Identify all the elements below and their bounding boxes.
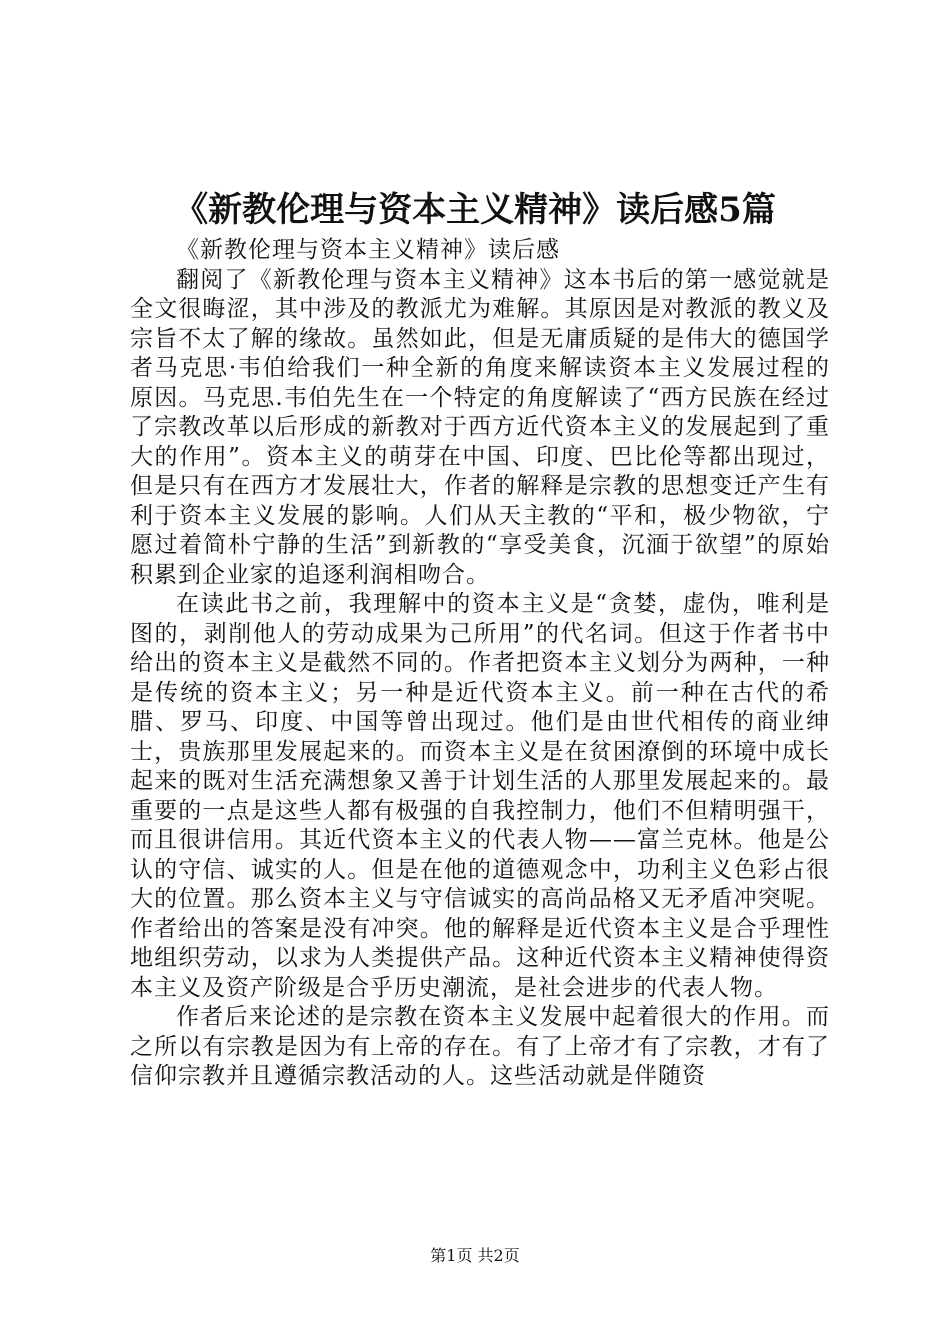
paragraph-2: 在读此书之前，我理解中的资本主义是“贪婪，虚伪，唯利是图的，剥削他人的劳动成果为己所用”的代名词。但这于作者书中给出的资本主义是截然不同的。作者把资本主义划分为两种，一种是传统的资本主义；另一种是近代资本主义。前一种在古代的希腊、罗马、印度、中国等曾出现过。他们是由世代相传的商业绅士，贵族那里发展起来的。而资本主义是在贫困潦倒的环境中成长起来的既对生活充满想象又善于计划生活的人那里发展起来的。最重要的一点是这些人都有极强的自我控制力，他们不但精明强干，而且很讲信用。其近代资本主义的代表人物——富兰克林。他是公认的守信、诚实的人。但是在他的道德观念中，功利主义色彩占很大的位置。那么资本主义与守信诚实的高尚品格又无矛盾冲突呢。作者给出的答案是没有冲突。他的解释是近代资本主义是合乎理性地组织劳动，以求为人类提供产品。这种近代资本主义精神使得资本主义及资产阶级是合乎历史潮流，是社会进步的代表人物。 [130, 591, 830, 1001]
document-body [130, 236, 830, 1092]
document-subtitle: 《新教伦理与资本主义精神》读后感 [176, 237, 560, 263]
page-footer: 第1页 共2页 [430, 1246, 520, 1265]
document-title: 《新教伦理与资本主义精神》读后感5篇 [174, 190, 776, 230]
paragraph-1: 翻阅了《新教伦理与资本主义精神》这本书后的第一感觉就是全文很晦涩，其中涉及的教派尤为难解。其原因是对教派的教义及宗旨不太了解的缘故。虽然如此，但是无庸质疑的是伟大的德国学者马克思·韦伯给我们一种全新的角度来解读资本主义发展过程的原因。马克思.韦伯先生在一个特定的角度解读了“西方民族在经过了宗教改革以后形成的新教对于西方近代资本主义的发展起到了重大的作用”。资本主义的萌芽在中国、印度、巴比伦等都出现过，但是只有在西方才发展壮大，作者的解释是宗教的思想变迁产生有利于资本主义发展的影响。人们从天主教的“平和，极少物欲，宁愿过着简朴宁静的生活”到新教的“享受美食，沉湎于欲望”的原始积累到企业家的追逐利润相吻合。 [130, 266, 830, 588]
paragraph-3: 作者后来论述的是宗教在资本主义发展中起着很大的作用。而之所以有宗教是因为有上帝的存在。有了上帝才有了宗教，才有了信仰宗教并且遵循宗教活动的人。这些活动就是伴随资 [130, 1004, 830, 1089]
